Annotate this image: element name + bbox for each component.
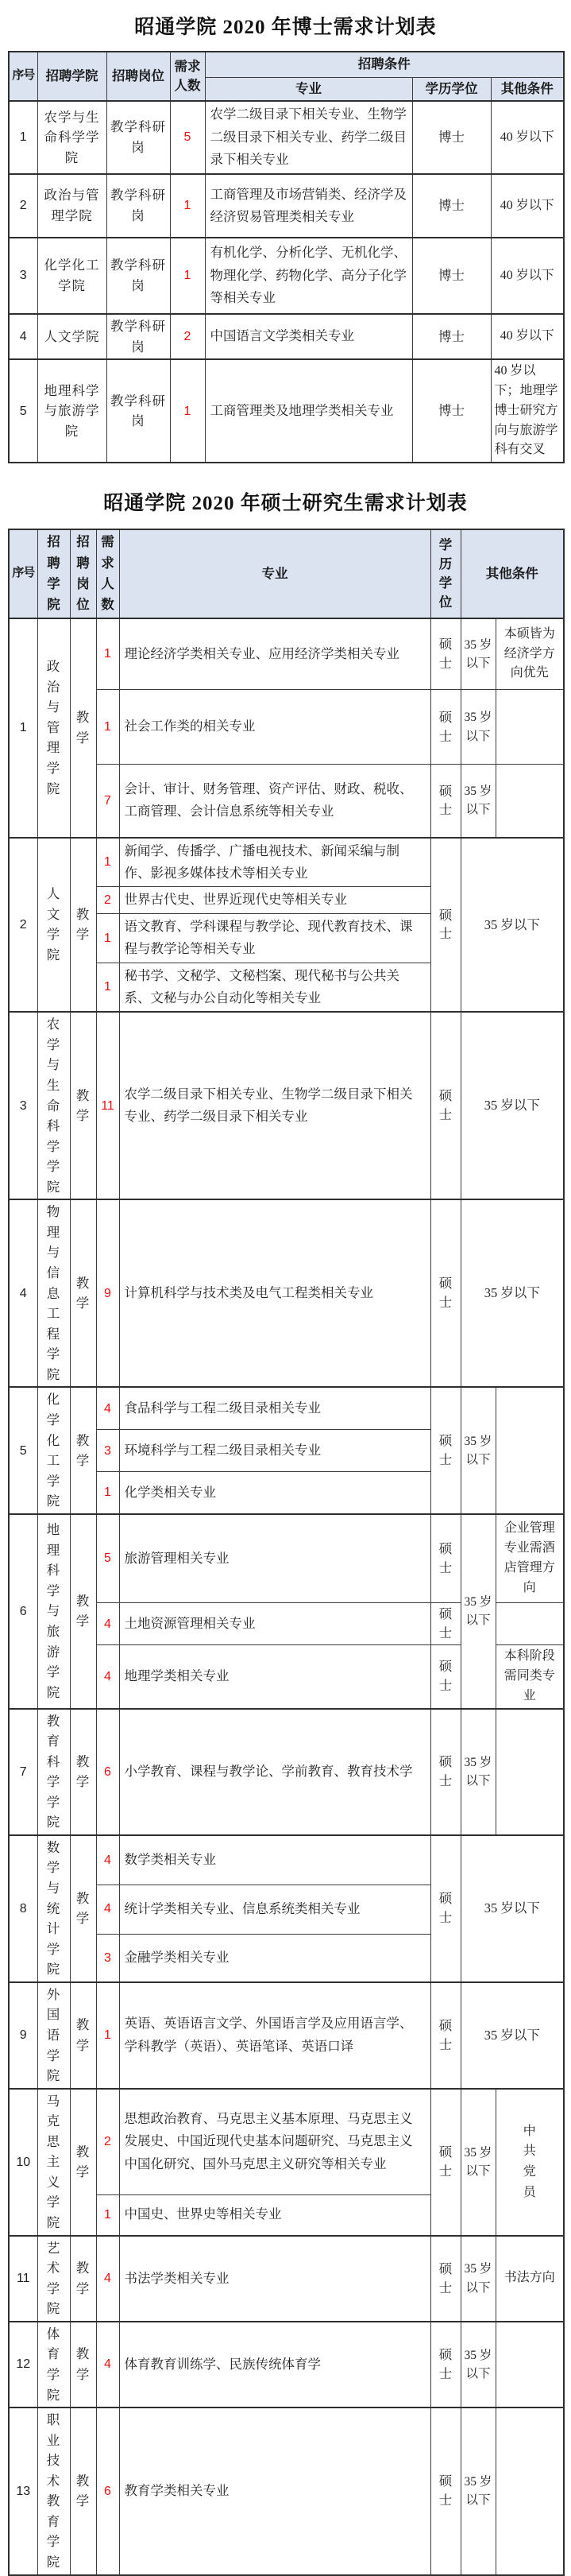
post-cell: 教学 bbox=[70, 1982, 96, 2089]
degree-cell: 硕士 bbox=[430, 1514, 461, 1603]
degree-cell: 硕士 bbox=[430, 2322, 461, 2407]
post-cell: 教学 bbox=[70, 2322, 96, 2407]
degree-cell: 硕士 bbox=[430, 838, 461, 1013]
major-cell: 化学类相关专业 bbox=[119, 1471, 430, 1513]
count-cell: 9 bbox=[96, 1199, 119, 1387]
post-cell: 教学科研岗 bbox=[106, 238, 170, 314]
serial-cell: 12 bbox=[9, 2322, 37, 2407]
note-cell bbox=[496, 1387, 564, 1513]
major-cell: 金融学类相关专业 bbox=[119, 1934, 430, 1982]
major-cell: 环境科学与工程二级目录相关专业 bbox=[119, 1430, 430, 1472]
major-cell: 社会工作类的相关专业 bbox=[119, 690, 430, 765]
count-cell: 5 bbox=[170, 101, 205, 174]
header-condition: 招聘条件 bbox=[205, 52, 564, 77]
table-row bbox=[9, 2236, 564, 2322]
degree-cell: 硕士 bbox=[430, 1603, 461, 1645]
age-cell: 35 岁以下 bbox=[461, 2089, 496, 2236]
age-cell: 35 岁以下 bbox=[461, 838, 564, 1013]
table-row bbox=[9, 2089, 564, 2194]
table-row bbox=[9, 618, 564, 690]
note-cell bbox=[496, 1603, 564, 1645]
degree-cell: 硕士 bbox=[430, 2089, 461, 2236]
count-cell: 4 bbox=[96, 1387, 119, 1429]
major-cell: 新闻学、传播学、广播电视技术、新闻采编与制作、影视多媒体技术等相关专业 bbox=[119, 838, 430, 887]
table-row bbox=[9, 2322, 564, 2407]
table-row bbox=[9, 101, 564, 174]
count-cell: 1 bbox=[170, 174, 205, 238]
post-cell: 教学 bbox=[70, 1709, 96, 1835]
count-cell: 1 bbox=[170, 238, 205, 314]
degree-cell: 博士 bbox=[412, 238, 491, 314]
major-cell: 旅游管理相关专业 bbox=[119, 1514, 430, 1603]
post-cell: 教学科研岗 bbox=[106, 314, 170, 359]
doctor-table-title: 昭通学院 2020 年博士需求计划表 bbox=[134, 17, 437, 38]
post-cell: 教学 bbox=[70, 2407, 96, 2575]
major-cell: 农学二级目录下相关专业、生物学二级目录下相关专业、药学二级目录下相关专业 bbox=[205, 101, 412, 174]
note-cell bbox=[496, 2089, 564, 2236]
count-cell: 1 bbox=[96, 913, 119, 963]
degree-cell: 硕士 bbox=[430, 690, 461, 765]
degree-cell: 硕士 bbox=[430, 1835, 461, 1982]
count-cell: 4 bbox=[96, 1885, 119, 1934]
degree-cell: 博士 bbox=[412, 174, 491, 238]
major-cell: 统计学类相关专业、信息系统类相关专业 bbox=[119, 1885, 430, 1934]
count-cell: 1 bbox=[96, 838, 119, 887]
college-cell: 体育学院 bbox=[37, 2322, 70, 2407]
count-cell: 3 bbox=[96, 1430, 119, 1472]
degree-cell: 硕士 bbox=[430, 1199, 461, 1387]
major-cell: 秘书学、文秘学、文秘档案、现代秘书与公共关系、文秘与办公自动化等相关专业 bbox=[119, 963, 430, 1012]
age-cell: 35 岁以下 bbox=[461, 1387, 496, 1513]
degree-cell: 硕士 bbox=[430, 1982, 461, 2089]
header-college: 招聘学院 bbox=[37, 52, 106, 101]
post-cell: 教学 bbox=[70, 1387, 96, 1513]
college-cell: 马克思主义学院 bbox=[37, 2089, 70, 2236]
count-cell: 2 bbox=[170, 314, 205, 359]
header-other: 其他条件 bbox=[461, 529, 564, 618]
table-row bbox=[9, 1835, 564, 1885]
major-cell: 地理学类相关专业 bbox=[119, 1645, 430, 1709]
major-cell: 理论经济学类相关专业、应用经济学类相关专业 bbox=[119, 618, 430, 690]
degree-cell: 硕士 bbox=[430, 1709, 461, 1835]
count-cell: 2 bbox=[96, 887, 119, 913]
serial-cell: 7 bbox=[9, 1709, 37, 1835]
header-serial: 序号 bbox=[9, 529, 37, 618]
age-cell: 35 岁以下 bbox=[461, 1835, 564, 1982]
college-cell: 地理科学与旅游学院 bbox=[37, 359, 106, 463]
count-cell: 11 bbox=[96, 1012, 119, 1199]
header-degree: 学历学位 bbox=[430, 529, 461, 618]
major-cell: 农学二级目录下相关专业、生物学二级目录下相关专业、药学二级目录下相关专业 bbox=[119, 1012, 430, 1199]
count-cell: 1 bbox=[96, 2194, 119, 2236]
count-cell: 3 bbox=[96, 1934, 119, 1982]
count-cell: 7 bbox=[96, 765, 119, 838]
post-cell: 教学 bbox=[70, 2236, 96, 2322]
serial-cell: 6 bbox=[9, 1514, 37, 1709]
serial-cell: 1 bbox=[9, 101, 37, 174]
college-cell: 农学与生命科学学院 bbox=[37, 1012, 70, 1199]
major-cell: 书法学类相关专业 bbox=[119, 2236, 430, 2322]
header-serial: 序号 bbox=[9, 52, 37, 101]
header-post bbox=[70, 529, 96, 618]
post-cell: 教学科研岗 bbox=[106, 174, 170, 238]
age-cell: 35 岁以下 bbox=[461, 2407, 496, 2575]
major-cell: 数学类相关专业 bbox=[119, 1835, 430, 1885]
degree-cell: 硕士 bbox=[430, 765, 461, 838]
table-row bbox=[9, 1982, 564, 2089]
header-post-label: 招聘岗位 bbox=[76, 534, 90, 613]
count-cell: 6 bbox=[96, 2407, 119, 2575]
count-cell: 4 bbox=[96, 1603, 119, 1645]
count-cell: 4 bbox=[96, 2236, 119, 2322]
note-cell bbox=[496, 1709, 564, 1835]
serial-cell: 1 bbox=[9, 618, 37, 838]
age-cell: 35 岁以下 bbox=[461, 1709, 496, 1835]
college-cell: 物理与信息工程学院 bbox=[37, 1199, 70, 1387]
count-cell: 2 bbox=[96, 2089, 119, 2194]
major-cell: 思想政治教育、马克思主义基本原理、马克思主义发展史、中国近现代史基本问题研究、马克思主义中国化研究、国外马克思主义研究等相关专业 bbox=[119, 2089, 430, 2194]
post-cell: 教学 bbox=[70, 838, 96, 1013]
header-count bbox=[96, 529, 119, 618]
note-cell: 企业管理专业需酒店管理方向 bbox=[496, 1514, 564, 1603]
table-row bbox=[9, 174, 564, 238]
major-cell: 工商管理类及地理学类相关专业 bbox=[205, 359, 412, 463]
post-cell: 教学科研岗 bbox=[106, 101, 170, 174]
post-cell: 教学 bbox=[70, 1012, 96, 1199]
count-cell: 1 bbox=[96, 963, 119, 1012]
note-cell bbox=[496, 690, 564, 765]
age-cell: 35 岁以下 bbox=[461, 618, 496, 690]
serial-cell: 4 bbox=[9, 1199, 37, 1387]
major-cell: 计算机科学与技术类及电气工程类相关专业 bbox=[119, 1199, 430, 1387]
college-cell: 人文学院 bbox=[37, 314, 106, 359]
note-cell: 本科阶段需同类专业 bbox=[496, 1645, 564, 1709]
header-count-label: 需求人数 bbox=[101, 534, 114, 613]
note-cell bbox=[496, 2322, 564, 2407]
age-cell: 35 岁以下 bbox=[461, 1982, 564, 2089]
header-degree: 学历学位 bbox=[412, 77, 491, 101]
major-cell: 中国史、世界史等相关专业 bbox=[119, 2194, 430, 2236]
serial-cell: 2 bbox=[9, 174, 37, 238]
serial-cell: 3 bbox=[9, 1012, 37, 1199]
note-cell bbox=[496, 765, 564, 838]
count-cell: 1 bbox=[170, 359, 205, 463]
master-table-title: 昭通学院 2020 年硕士研究生需求计划表 bbox=[103, 493, 468, 515]
major-cell: 语文教育、学科课程与教学论、现代教育技术、课程与教学论等相关专业 bbox=[119, 913, 430, 963]
post-cell: 教学 bbox=[70, 1199, 96, 1387]
note-cell: 书法方向 bbox=[496, 2236, 564, 2322]
count-cell: 6 bbox=[96, 1709, 119, 1835]
college-cell: 政治与管理学院 bbox=[37, 174, 106, 238]
table-row bbox=[9, 1709, 564, 1835]
table-row bbox=[9, 1199, 564, 1387]
major-cell: 英语、英语语言文学、外国语言学及应用语言学、学科教学（英语）、英语笔译、英语口译 bbox=[119, 1982, 430, 2089]
college-cell: 化学化工学院 bbox=[37, 238, 106, 314]
serial-cell: 11 bbox=[9, 2236, 37, 2322]
college-cell: 教育科学学院 bbox=[37, 1709, 70, 1835]
degree-cell: 硕士 bbox=[430, 1012, 461, 1199]
post-cell: 教学 bbox=[70, 1835, 96, 1982]
other-cell: 40 岁以下 bbox=[491, 238, 564, 314]
table-row bbox=[9, 1387, 564, 1429]
serial-cell: 3 bbox=[9, 238, 37, 314]
count-cell: 4 bbox=[96, 2322, 119, 2407]
college-cell: 化学化工学院 bbox=[37, 1387, 70, 1513]
age-cell: 35 岁以下 bbox=[461, 2236, 496, 2322]
degree-cell: 博士 bbox=[412, 359, 491, 463]
serial-cell: 13 bbox=[9, 2407, 37, 2575]
doctor-demand-table bbox=[8, 51, 565, 463]
college-cell: 政治与管理学院 bbox=[37, 618, 70, 838]
table-row bbox=[9, 2407, 564, 2575]
college-cell: 职业技术教育学院 bbox=[37, 2407, 70, 2575]
count-cell: 1 bbox=[96, 690, 119, 765]
college-cell: 艺术学院 bbox=[37, 2236, 70, 2322]
count-cell: 1 bbox=[96, 618, 119, 690]
other-cell: 40 岁以下 bbox=[491, 314, 564, 359]
major-cell: 中国语言文学类相关专业 bbox=[205, 314, 412, 359]
other-cell: 40 岁以下 bbox=[491, 174, 564, 238]
count-cell: 1 bbox=[96, 1471, 119, 1513]
major-cell: 工商管理及市场营销类、经济学及经济贸易管理类相关专业 bbox=[205, 174, 412, 238]
serial-cell: 9 bbox=[9, 1982, 37, 2089]
master-demand-table bbox=[8, 529, 565, 2575]
major-cell: 有机化学、分析化学、无机化学、物理化学、药物化学、高分子化学等相关专业 bbox=[205, 238, 412, 314]
table-row bbox=[9, 314, 564, 359]
major-cell: 教育学类相关专业 bbox=[119, 2407, 430, 2575]
header-major: 专业 bbox=[205, 77, 412, 101]
college-cell: 农学与生命科学学院 bbox=[37, 101, 106, 174]
degree-cell: 硕士 bbox=[430, 1645, 461, 1709]
college-cell: 地理科学与旅游学院 bbox=[37, 1514, 70, 1709]
major-cell: 会计、审计、财务管理、资产评估、财政、税收、工商管理、会计信息系统等相关专业 bbox=[119, 765, 430, 838]
major-cell: 土地资源管理相关专业 bbox=[119, 1603, 430, 1645]
serial-cell: 10 bbox=[9, 2089, 37, 2236]
major-cell: 小学教育、课程与教学论、学前教育、教育技术学 bbox=[119, 1709, 430, 1835]
note-vertical-text: 中共党员 bbox=[523, 2124, 536, 2199]
post-cell: 教学科研岗 bbox=[106, 359, 170, 463]
serial-cell: 2 bbox=[9, 838, 37, 1013]
age-cell: 35 岁以下 bbox=[461, 1514, 496, 1709]
age-cell: 35 岁以下 bbox=[461, 765, 496, 838]
note-cell bbox=[496, 2407, 564, 2575]
serial-cell: 4 bbox=[9, 314, 37, 359]
table-row bbox=[9, 838, 564, 887]
serial-cell: 5 bbox=[9, 359, 37, 463]
header-other: 其他条件 bbox=[491, 77, 564, 101]
degree-cell: 硕士 bbox=[430, 1387, 461, 1513]
college-cell: 数学与统计学院 bbox=[37, 1835, 70, 1982]
age-cell: 35 岁以下 bbox=[461, 2322, 496, 2407]
other-cell: 40 岁以下 bbox=[491, 101, 564, 174]
degree-cell: 硕士 bbox=[430, 2236, 461, 2322]
note-cell: 本硕皆为经济学方向优先 bbox=[496, 618, 564, 690]
count-cell: 4 bbox=[96, 1835, 119, 1885]
header-count: 需求人数 bbox=[170, 52, 205, 101]
other-cell: 40 岁以下；地理学博士研究方向与旅游学科有交叉 bbox=[491, 359, 564, 463]
table-row bbox=[9, 1514, 564, 1603]
serial-cell: 5 bbox=[9, 1387, 37, 1513]
major-cell: 体育教育训练学、民族传统体育学 bbox=[119, 2322, 430, 2407]
degree-cell: 硕士 bbox=[430, 618, 461, 690]
post-cell: 教学 bbox=[70, 1514, 96, 1709]
count-cell: 4 bbox=[96, 1645, 119, 1709]
college-cell: 人文学院 bbox=[37, 838, 70, 1013]
table-row bbox=[9, 238, 564, 314]
header-major: 专业 bbox=[119, 529, 430, 618]
serial-cell: 8 bbox=[9, 1835, 37, 1982]
major-cell: 世界古代史、世界近现代史等相关专业 bbox=[119, 887, 430, 913]
header-post: 招聘岗位 bbox=[106, 52, 170, 101]
table-row bbox=[9, 1012, 564, 1199]
table-row bbox=[9, 359, 564, 463]
post-cell: 教学 bbox=[70, 2089, 96, 2236]
degree-cell: 博士 bbox=[412, 101, 491, 174]
header-college bbox=[37, 529, 70, 618]
degree-cell: 博士 bbox=[412, 314, 491, 359]
age-cell: 35 岁以下 bbox=[461, 1199, 564, 1387]
college-cell: 外国语学院 bbox=[37, 1982, 70, 2089]
count-cell: 5 bbox=[96, 1514, 119, 1603]
age-cell: 35 岁以下 bbox=[461, 690, 496, 765]
degree-cell: 硕士 bbox=[430, 2407, 461, 2575]
age-cell: 35 岁以下 bbox=[461, 1012, 564, 1199]
major-cell: 食品科学与工程二级目录相关专业 bbox=[119, 1387, 430, 1429]
count-cell: 1 bbox=[96, 1982, 119, 2089]
post-cell: 教学 bbox=[70, 618, 96, 838]
header-college-label: 招聘学院 bbox=[47, 534, 60, 613]
